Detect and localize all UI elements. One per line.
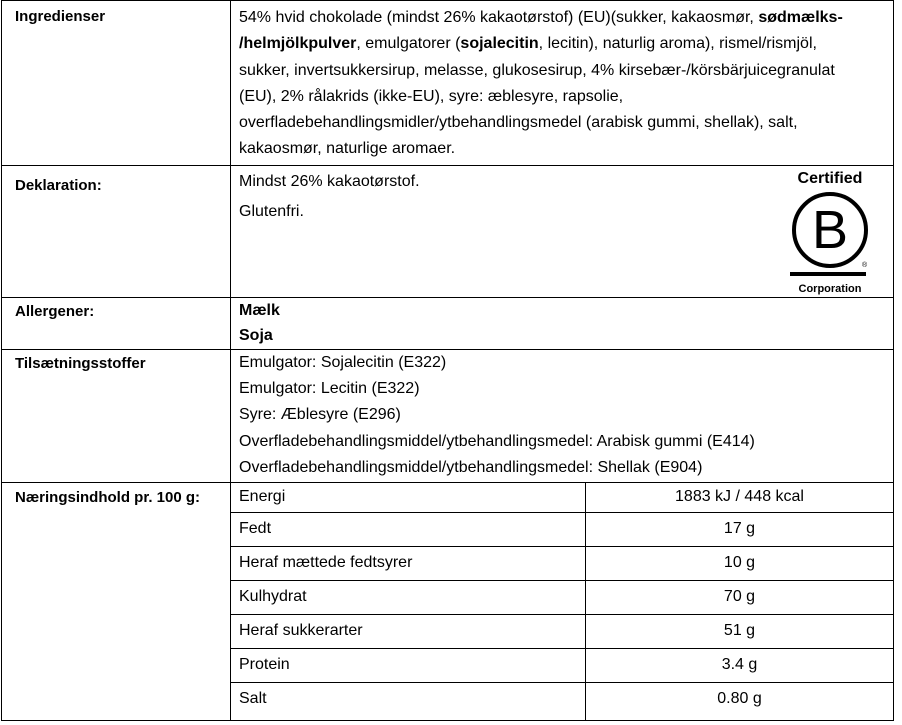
additives-label: Tilsætningsstoffer — [15, 355, 146, 372]
nutrition-row — [230, 546, 894, 580]
nutrition-value: 10 g — [723, 554, 756, 571]
nutrition-name: Heraf sukkerarter — [239, 622, 363, 639]
certified-b-corporation-logo — [790, 170, 870, 298]
logo-certified-text: Certified — [797, 170, 863, 187]
additive-item: Emulgator: Sojalecitin (E322) — [239, 354, 447, 371]
nutrition-row — [230, 648, 894, 682]
nutrition-value: 70 g — [723, 588, 756, 605]
allergens-list — [239, 298, 879, 348]
nutrition-value: 3.4 g — [721, 656, 758, 673]
b-circle-icon — [790, 190, 870, 270]
logo-b-letter: B — [811, 200, 849, 260]
allergen-item: Mælk — [239, 302, 280, 319]
nutrition-row — [230, 682, 894, 716]
ingredients-label: Ingredienser — [15, 8, 106, 25]
nutrition-name: Kulhydrat — [239, 588, 307, 605]
ingredients-line — [239, 58, 879, 84]
ingredient-highlight: sojalecitin — [460, 35, 539, 53]
nutrition-row — [230, 580, 894, 614]
registered-mark: ® — [862, 262, 868, 269]
additive-item: Overfladebehandlingsmiddel/ytbehandlingsmedel: Shellak (E904) — [239, 458, 703, 476]
product-spec-sheet — [1, 0, 894, 721]
ingredient-text: , lecitin), naturlig aroma), rismel/rismjöl, — [538, 35, 817, 53]
additive-item: Syre: Æblesyre (E296) — [239, 406, 401, 424]
nutrition-value: 1883 kJ / 448 kcal — [675, 488, 804, 505]
declaration-line: Mindst 26% kakaotørstof. — [239, 173, 420, 190]
ingredient-highlight: /helmjölkpulver — [239, 35, 357, 53]
logo-corporation-text: Corporation — [798, 283, 862, 295]
nutrition-name: Protein — [239, 656, 290, 673]
nutrition-row — [230, 512, 894, 546]
nutrition-name: Energi — [239, 488, 286, 505]
nutrition-name: Heraf mættede fedtsyrer — [239, 554, 413, 571]
nutrition-row — [230, 482, 894, 512]
nutrition-name: Salt — [239, 690, 267, 707]
declaration-label: Deklaration: — [15, 177, 102, 194]
declaration-line: Glutenfri. — [239, 203, 304, 220]
ingredient-highlight: sødmælks- — [758, 9, 843, 26]
ingredients-line — [239, 31, 879, 57]
allergen-item: Soja — [239, 327, 273, 344]
additive-item: Overfladebehandlingsmiddel/ytbehandlingsmedel: Arabisk gummi (E414) — [239, 432, 755, 450]
ingredients-line — [239, 136, 879, 162]
ingredient-text: , emulgatorer ( — [356, 35, 461, 53]
additive-item: Emulgator: Lecitin (E322) — [239, 380, 420, 398]
nutrition-table — [230, 482, 894, 720]
declaration-text — [239, 172, 879, 222]
nutrition-value: 17 g — [723, 520, 756, 537]
nutrition-value: 0.80 g — [717, 690, 762, 707]
nutrition-row — [230, 614, 894, 648]
nutrition-value: 51 g — [723, 622, 756, 639]
row-divider — [1, 165, 894, 166]
nutrition-name: Fedt — [239, 520, 272, 537]
ingredient-text: kakaosmør, naturlige aromaer. — [239, 140, 456, 158]
nutrition-label: Næringsindhold pr. 100 g: — [15, 489, 201, 506]
ingredients-line — [239, 5, 879, 31]
logo-underline — [790, 272, 866, 276]
ingredient-text: sukker, invertsukkersirup, melasse, glukosesirup, 4% kirsebær-/körsbärjuicegranulat — [239, 61, 835, 79]
allergens-label: Allergener: — [15, 303, 95, 320]
ingredients-text — [239, 5, 879, 163]
additives-list — [239, 350, 879, 481]
ingredient-text: overfladebehandlingsmidler/ytbehandlingsmedel (arabisk gummi, shellak), salt, — [239, 114, 798, 132]
ingredients-line — [239, 84, 879, 110]
ingredients-line — [239, 110, 879, 136]
ingredient-text: 54% hvid chokolade (mindst 26% kakaotørstof) (EU)(sukker, kakaosmør, — [239, 9, 759, 26]
ingredient-text: (EU), 2% rålakrids (ikke-EU), syre: æblesyre, rapsolie, — [239, 87, 624, 105]
